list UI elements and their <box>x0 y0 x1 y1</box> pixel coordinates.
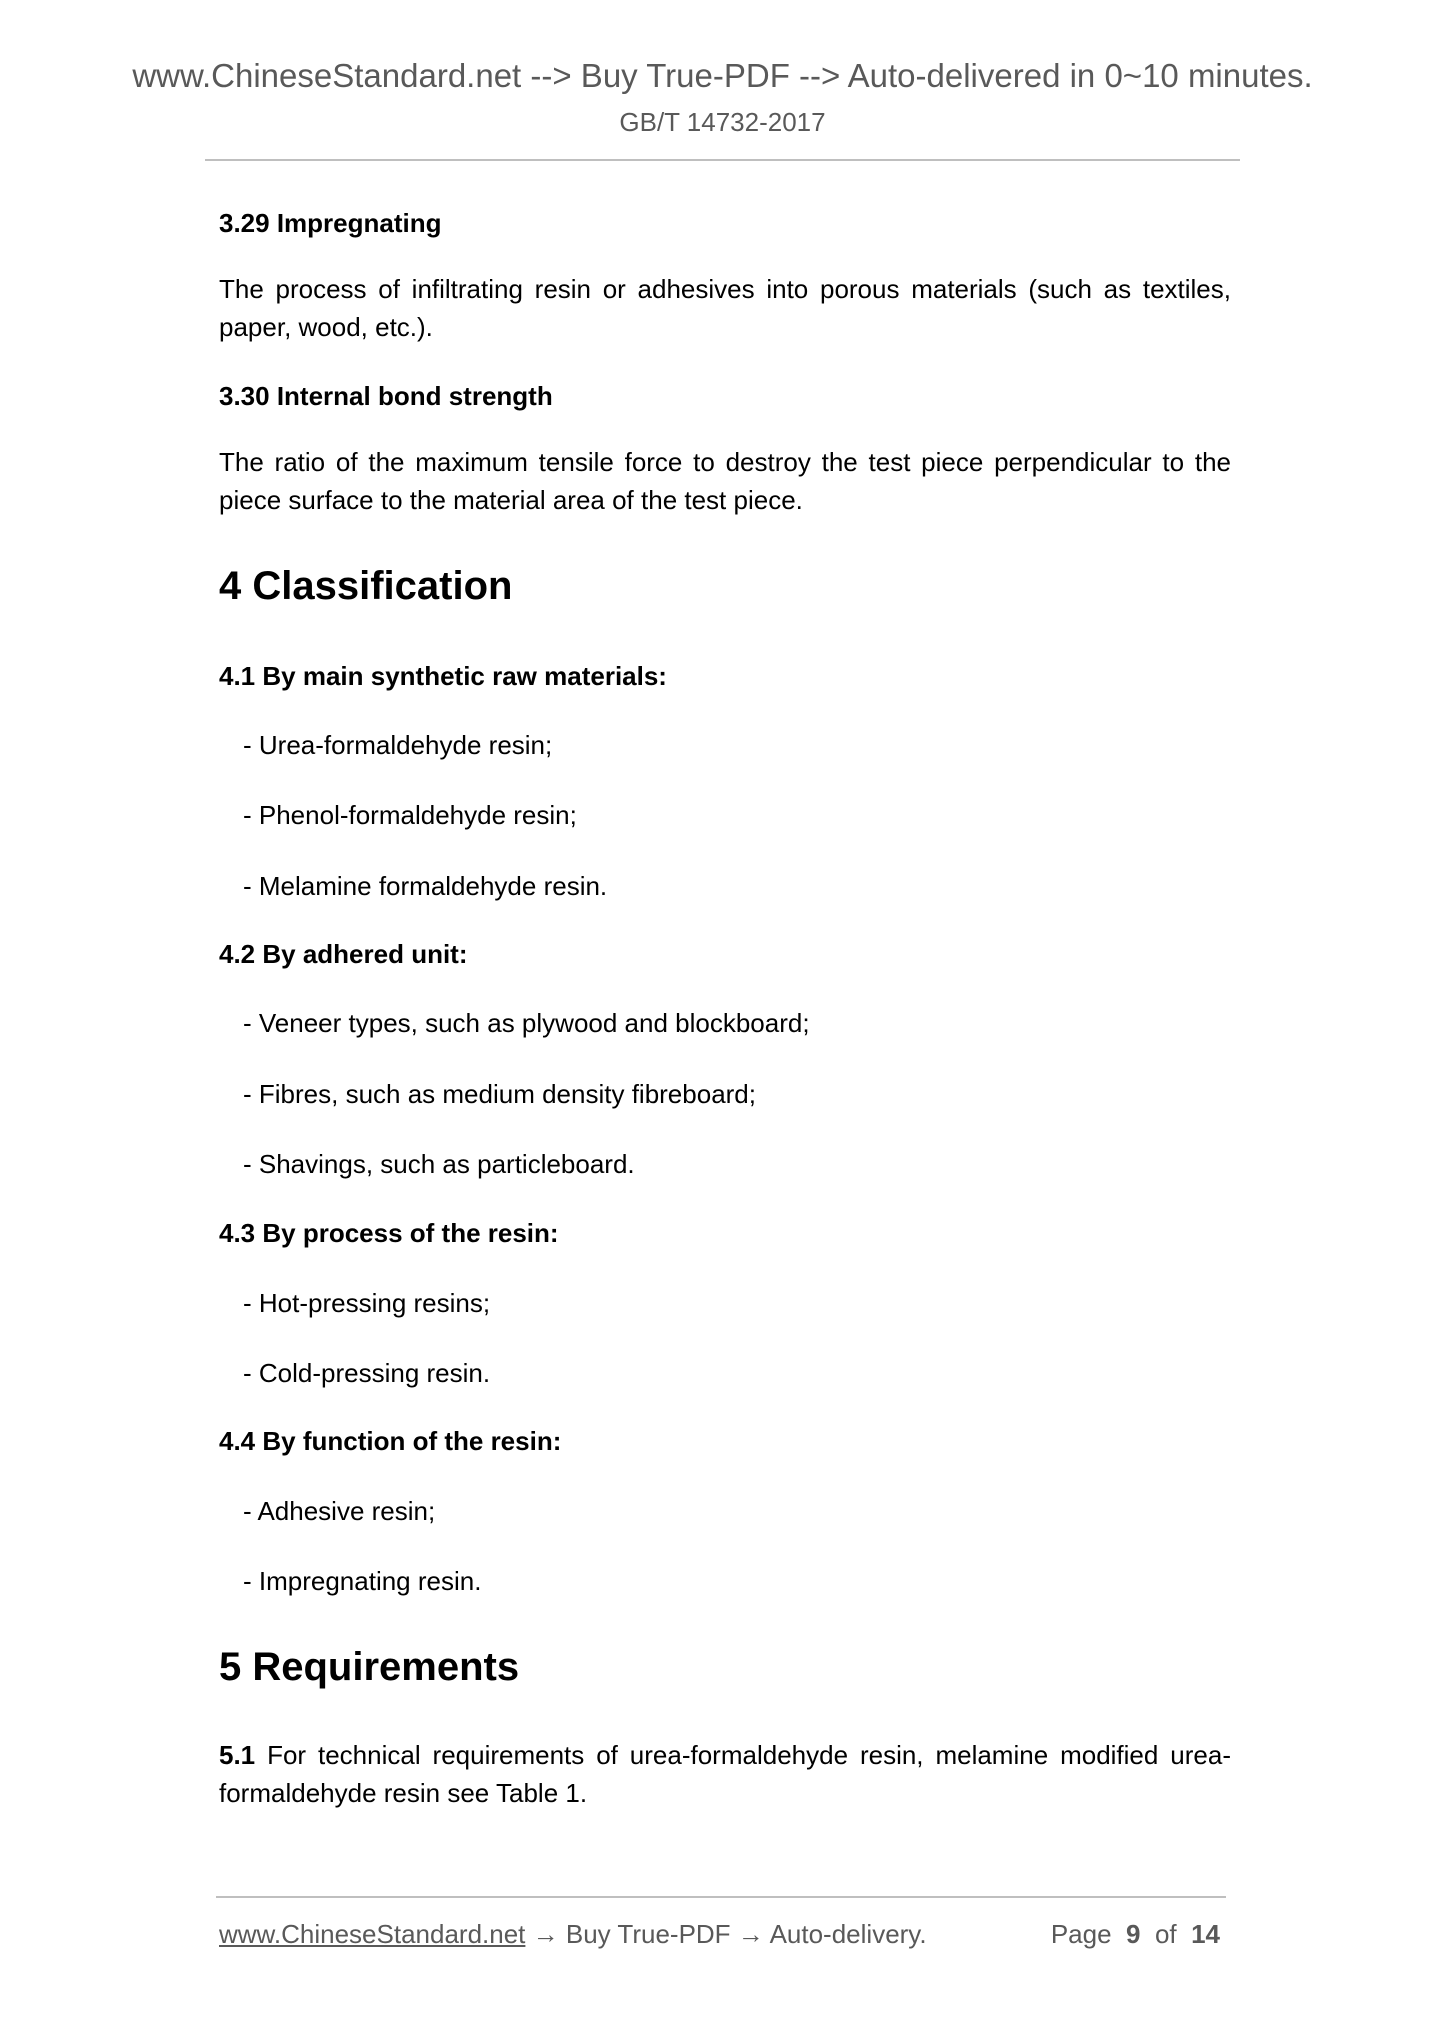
section-4-heading: 4 Classification <box>219 564 513 608</box>
list-item: - Shavings, such as particleboard. <box>243 1149 635 1179</box>
page-label: Page <box>1050 1919 1112 1949</box>
section-3-30-heading: 3.30 Internal bond strength <box>219 381 553 411</box>
list-item: - Adhesive resin; <box>243 1496 436 1526</box>
section-5-heading: 5 Requirements <box>219 1645 520 1689</box>
list-item: - Hot-pressing resins; <box>243 1288 491 1318</box>
section-4-3-heading: 4.3 By process of the resin: <box>219 1218 559 1248</box>
current-page-number: 9 <box>1126 1919 1141 1949</box>
section-3-29-text: The process of infiltrating resin or adhesives into porous materials (such as textiles, paper, wood, etc.). <box>219 274 1231 342</box>
list-item: - Urea-formaldehyde resin; <box>243 730 553 760</box>
list-item: - Impregnating resin. <box>243 1566 482 1596</box>
section-4-4-heading: 4.4 By function of the resin: <box>219 1426 562 1456</box>
section-4-2-heading: 4.2 By adhered unit: <box>219 939 468 969</box>
section-4-1-heading: 4.1 By main synthetic raw materials: <box>219 661 667 691</box>
page-of-label: of <box>1154 1919 1177 1949</box>
footer-site-link[interactable]: www.ChineseStandard.net <box>219 1919 526 1949</box>
list-item: - Phenol-formaldehyde resin; <box>243 800 577 830</box>
footer-divider <box>216 1896 1226 1898</box>
list-item: - Veneer types, such as plywood and blockboard; <box>243 1008 810 1038</box>
section-3-30-text: The ratio of the maximum tensile force to destroy the test piece perpendicular to the piece surface to the material area of the test piece. <box>219 447 1231 515</box>
section-3-29-heading: 3.29 Impregnating <box>219 208 442 238</box>
header-divider <box>205 159 1240 161</box>
standard-number: GB/T 14732-2017 <box>619 107 826 137</box>
list-item: - Melamine formaldehyde resin. <box>243 871 608 901</box>
list-item: - Fibres, such as medium density fibreboard; <box>243 1079 756 1109</box>
header-banner: www.ChineseStandard.net --> Buy True-PDF --> Auto-delivered in 0~10 minutes. <box>132 57 1313 94</box>
section-5-1-number: 5.1 <box>219 1740 256 1770</box>
footer-promo-text: → Buy True-PDF → Auto-delivery. <box>525 1919 927 1949</box>
page-indicator <box>1051 1917 1220 1951</box>
section-5-1-text <box>219 1736 1231 1812</box>
total-pages-number: 14 <box>1191 1919 1220 1949</box>
section-5-1-body: For technical requirements of urea-formaldehyde resin, melamine modified urea-formaldehyde resin see Table 1. <box>219 1740 1231 1808</box>
footer-promo <box>219 1917 927 1951</box>
list-item: - Cold-pressing resin. <box>243 1358 491 1388</box>
